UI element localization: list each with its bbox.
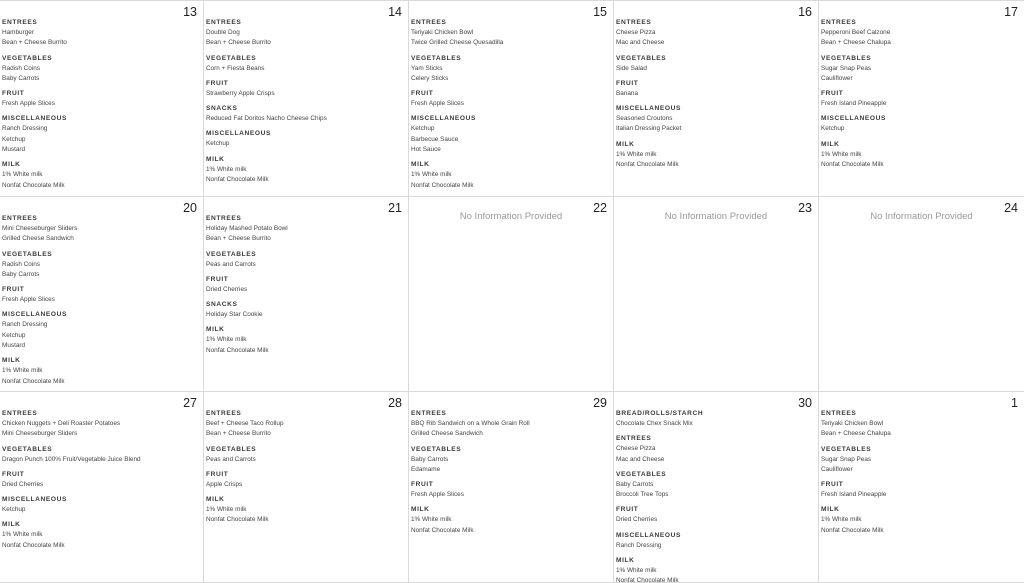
menu-item[interactable]: 1% White milk xyxy=(2,171,43,179)
category-heading: VEGETABLES xyxy=(206,250,257,258)
category-heading: SNACKS xyxy=(206,105,238,113)
day-cell[interactable] xyxy=(409,197,614,392)
menu-item[interactable]: Holiday Star Cookie xyxy=(206,311,263,319)
menu-item[interactable]: 1% White milk xyxy=(616,150,657,158)
menu-item[interactable]: Bean + Cheese Burrito xyxy=(206,39,271,47)
menu-item[interactable]: Fresh Apple Slices xyxy=(411,100,464,108)
day-number: 20 xyxy=(183,201,197,215)
menu-item[interactable]: Sugar Snap Peas xyxy=(821,64,872,72)
day-number: 15 xyxy=(593,5,607,19)
category-heading: MISCELLANEOUS xyxy=(2,496,67,504)
day-number: 1 xyxy=(1011,396,1018,410)
menu-item[interactable]: 1% White milk xyxy=(411,171,452,179)
category-heading: ENTREES xyxy=(206,215,242,222)
menu-item[interactable]: Bean + Cheese Chalupa xyxy=(821,430,891,438)
menu-item[interactable]: Bean + Cheese Burrito xyxy=(206,430,271,438)
menu-item[interactable]: Double Dog xyxy=(206,29,240,36)
menu-item[interactable]: Bean + Cheese Burrito xyxy=(206,235,271,243)
menu-item[interactable]: Cauliflower xyxy=(821,74,853,82)
menu-item[interactable]: Nonfat Chocolate Milk xyxy=(206,516,269,524)
category-heading: MILK xyxy=(2,521,21,529)
category-heading: VEGETABLES xyxy=(2,445,53,453)
category-heading: VEGETABLES xyxy=(616,54,667,62)
category-heading: BREAD/ROLLS/STARCH xyxy=(616,410,704,417)
menu-item[interactable]: Nonfat Chocolate Milk xyxy=(821,161,884,169)
menu-item[interactable]: Nonfat Chocolate Milk xyxy=(206,346,269,354)
category-heading: MISCELLANEOUS xyxy=(206,130,271,138)
menu-item[interactable]: Dragon Punch 100% Fruit/Vegetable Juice Blend xyxy=(2,455,141,463)
category-heading: FRUIT xyxy=(821,481,844,489)
category-heading: VEGETABLES xyxy=(616,470,667,478)
menu-item[interactable]: Ranch Dressing xyxy=(616,541,662,549)
menu-item[interactable]: Seasoned Croutons xyxy=(616,115,673,123)
category-heading: VEGETABLES xyxy=(206,445,257,453)
category-heading: MISCELLANEOUS xyxy=(616,531,681,539)
day-number: 14 xyxy=(388,5,402,19)
menu-item[interactable]: Ketchup xyxy=(821,125,845,133)
category-heading: FRUIT xyxy=(206,275,229,283)
menu-item[interactable]: Dried Cherries xyxy=(206,285,248,293)
category-heading: FRUIT xyxy=(2,470,25,478)
no-information-text: No Information Provided xyxy=(664,211,768,222)
menu-item[interactable]: Ketchup xyxy=(206,140,230,148)
day-number: 30 xyxy=(798,396,812,410)
category-heading: ENTREES xyxy=(616,435,652,443)
menu-item[interactable]: Nonfat Chocolate Milk xyxy=(616,161,679,169)
category-heading: ENTREES xyxy=(411,410,447,417)
category-heading: MISCELLANEOUS xyxy=(821,115,886,123)
menu-item[interactable]: Mustard xyxy=(2,342,26,350)
category-heading: MISCELLANEOUS xyxy=(2,311,67,319)
category-heading: MISCELLANEOUS xyxy=(616,105,681,113)
menu-item[interactable]: Dried Cherries xyxy=(616,516,658,524)
menu-item[interactable]: Chicken Nuggets + Deli Roaster Potatoes xyxy=(2,420,121,427)
menu-item[interactable]: Ranch Dressing xyxy=(2,321,48,329)
menu-item[interactable]: Radish Coins xyxy=(2,64,41,72)
menu-item[interactable]: Bean + Cheese Chalupa xyxy=(821,39,891,47)
day-cell[interactable] xyxy=(0,1,204,197)
menu-item[interactable]: Mac and Cheese xyxy=(616,39,665,47)
menu-item[interactable]: Ranch Dressing xyxy=(2,125,48,133)
category-heading: MILK xyxy=(616,557,635,565)
menu-item[interactable]: Fresh Island Pineapple xyxy=(821,100,887,108)
day-cell[interactable] xyxy=(614,392,819,583)
menu-item[interactable]: Ketchup xyxy=(2,135,26,143)
category-heading: SNACKS xyxy=(206,301,238,309)
day-cell[interactable] xyxy=(409,1,614,197)
menu-item[interactable]: Strawberry Apple Crisps xyxy=(206,89,275,97)
category-heading: ENTREES xyxy=(2,410,38,417)
category-heading: FRUIT xyxy=(821,90,844,98)
menu-item[interactable]: Cauliflower xyxy=(821,465,853,473)
category-heading: ENTREES xyxy=(616,19,652,26)
menu-item[interactable]: Baby Carrots xyxy=(2,270,40,278)
menu-item[interactable]: Side Salad xyxy=(616,64,647,72)
day-number: 16 xyxy=(798,5,812,19)
menu-item[interactable]: Grilled Cheese Sandwich xyxy=(411,430,483,438)
menu-item[interactable]: Teriyaki Chicken Bowl xyxy=(821,420,884,427)
menu-item[interactable]: Hamburger xyxy=(2,29,34,36)
menu-item[interactable]: 1% White milk xyxy=(821,516,862,524)
menu-item[interactable]: Nonfat Chocolate Milk xyxy=(616,577,679,583)
menu-item[interactable]: Ketchup xyxy=(2,331,26,339)
day-number: 27 xyxy=(183,396,197,410)
category-heading: ENTREES xyxy=(411,19,447,26)
menu-item[interactable]: Mini Cheeseburger Sliders xyxy=(2,225,78,232)
menu-item[interactable]: Sugar Snap Peas xyxy=(821,455,872,463)
menu-item[interactable]: 1% White milk xyxy=(821,150,862,158)
menu-item[interactable]: Mini Cheeseburger Sliders xyxy=(2,430,78,438)
menu-item[interactable]: Bean + Cheese Burrito xyxy=(2,39,67,47)
menu-item[interactable]: BBQ Rib Sandwich on a Whole Grain Roll xyxy=(411,420,530,427)
category-heading: MILK xyxy=(2,357,21,365)
menu-item[interactable]: Fresh Apple Slices xyxy=(2,100,55,108)
menu-item[interactable]: Ketchup xyxy=(411,125,435,133)
menu-item[interactable]: Nonfat Chocolate Milk xyxy=(411,181,474,189)
menu-item[interactable]: Reduced Fat Doritos Nacho Cheese Chips xyxy=(206,115,327,123)
menu-item[interactable]: Teriyaki Chicken Bowl xyxy=(411,29,474,36)
day-cell[interactable] xyxy=(819,197,1024,392)
menu-item[interactable]: Nonfat Chocolate Milk xyxy=(2,181,65,189)
category-heading: MILK xyxy=(2,161,21,169)
menu-item[interactable]: Yam Sticks xyxy=(411,64,443,72)
day-cell[interactable] xyxy=(204,197,409,392)
menu-item[interactable]: Ketchup xyxy=(2,506,26,514)
menu-item[interactable]: Pepperoni Beef Calzone xyxy=(821,29,891,36)
category-heading: FRUIT xyxy=(2,286,25,294)
menu-item[interactable]: Cheese Pizza xyxy=(616,29,656,36)
day-number: 21 xyxy=(388,201,402,215)
menu-item[interactable]: Corn + Fiesta Beans xyxy=(206,64,265,72)
day-cell[interactable] xyxy=(819,392,1024,583)
no-information-text: No Information Provided xyxy=(870,211,973,222)
menu-item[interactable]: Radish Coins xyxy=(2,260,41,268)
menu-item[interactable]: Cheese Pizza xyxy=(616,445,656,453)
category-heading: MILK xyxy=(821,140,840,148)
menu-item[interactable]: Banana xyxy=(616,89,639,97)
category-heading: MILK xyxy=(206,155,225,163)
day-cell[interactable] xyxy=(614,197,819,392)
menu-item[interactable]: Mac and Cheese xyxy=(616,455,665,463)
day-cell[interactable] xyxy=(614,1,819,197)
day-cell[interactable] xyxy=(0,392,204,583)
day-cell[interactable] xyxy=(204,392,409,583)
category-heading: FRUIT xyxy=(616,506,639,514)
menu-item[interactable]: Beef + Cheese Taco Rollup xyxy=(206,420,284,427)
no-information-text: No Information Provided xyxy=(459,211,563,222)
menu-item[interactable]: Mustard xyxy=(2,146,26,154)
category-heading: VEGETABLES xyxy=(821,54,872,62)
category-heading: MILK xyxy=(616,140,635,148)
category-heading: FRUIT xyxy=(411,90,434,98)
category-heading: MISCELLANEOUS xyxy=(2,115,67,123)
category-heading: VEGETABLES xyxy=(411,54,462,62)
category-heading: FRUIT xyxy=(206,470,229,478)
menu-item[interactable]: Baby Carrots xyxy=(616,480,654,488)
menu-item[interactable]: Peas and Carrots xyxy=(206,455,256,463)
category-heading: FRUIT xyxy=(206,79,229,87)
category-heading: ENTREES xyxy=(206,19,242,26)
menu-item[interactable]: 1% White milk xyxy=(2,367,43,375)
menu-item[interactable]: Nonfat Chocolate Milk xyxy=(411,526,474,534)
category-heading: ENTREES xyxy=(2,19,38,26)
category-heading: FRUIT xyxy=(411,481,434,489)
category-heading: FRUIT xyxy=(616,79,639,87)
category-heading: VEGETABLES xyxy=(2,54,53,62)
menu-item[interactable]: Chocolate Chex Snack Mix xyxy=(616,420,693,427)
menu-item[interactable]: Celery Sticks xyxy=(411,74,449,82)
menu-item[interactable]: Nonfat Chocolate Milk xyxy=(2,377,65,385)
category-heading: ENTREES xyxy=(821,410,857,417)
menu-item[interactable]: Nonfat Chocolate Milk xyxy=(2,541,65,549)
menu-item[interactable]: Fresh Apple Slices xyxy=(411,491,464,499)
menu-item[interactable]: Nonfat Chocolate Milk xyxy=(206,176,269,184)
category-heading: MILK xyxy=(411,506,430,514)
menu-item[interactable]: 1% White milk xyxy=(206,506,247,514)
day-cell[interactable] xyxy=(204,1,409,197)
menu-item[interactable]: Fresh Apple Slices xyxy=(2,296,55,304)
category-heading: ENTREES xyxy=(206,410,242,417)
menu-item[interactable]: Holiday Mashed Potato Bowl xyxy=(206,225,288,232)
category-heading: MILK xyxy=(206,326,225,334)
menu-item[interactable]: 1% White milk xyxy=(206,165,247,173)
menu-item[interactable]: 1% White milk xyxy=(616,567,657,575)
menu-item[interactable]: Fresh Island Pineapple xyxy=(821,491,887,499)
category-heading: VEGETABLES xyxy=(821,445,872,453)
menu-item[interactable]: Baby Carrots xyxy=(2,74,40,82)
category-heading: MILK xyxy=(206,496,225,504)
category-heading: ENTREES xyxy=(821,19,857,26)
menu-item[interactable]: Baby Carrots xyxy=(411,455,449,463)
menu-item[interactable]: Barbecue Sauce xyxy=(411,135,459,143)
day-number: 24 xyxy=(1004,201,1018,215)
day-number: 28 xyxy=(388,396,402,410)
day-number: 13 xyxy=(183,5,197,19)
menu-item[interactable]: Nonfat Chocolate Milk xyxy=(821,526,884,534)
day-number: 17 xyxy=(1004,5,1018,19)
menu-item[interactable]: 1% White milk xyxy=(411,516,452,524)
day-number: 23 xyxy=(798,201,812,215)
menu-item[interactable]: Broccoli Tree Tops xyxy=(616,491,669,499)
day-number: 22 xyxy=(593,201,607,215)
menu-item[interactable]: Edamame xyxy=(411,465,441,473)
day-cell[interactable] xyxy=(819,1,1024,197)
menu-item[interactable]: Dried Cherries xyxy=(2,480,44,488)
category-heading: VEGETABLES xyxy=(411,445,462,453)
category-heading: ENTREES xyxy=(2,215,38,222)
day-number: 29 xyxy=(593,396,607,410)
menu-item[interactable]: Apple Crisps xyxy=(206,480,243,488)
category-heading: MISCELLANEOUS xyxy=(411,115,476,123)
category-heading: VEGETABLES xyxy=(206,54,257,62)
category-heading: VEGETABLES xyxy=(2,250,53,258)
menu-item[interactable]: Italian Dressing Packet xyxy=(616,125,682,133)
menu-item[interactable]: 1% White milk xyxy=(2,531,43,539)
menu-item[interactable]: Grilled Cheese Sandwich xyxy=(2,235,74,243)
day-cell[interactable] xyxy=(0,197,204,392)
day-cell[interactable] xyxy=(409,392,614,583)
menu-item[interactable]: Hot Sauce xyxy=(411,146,441,154)
category-heading: FRUIT xyxy=(2,90,25,98)
category-heading: MILK xyxy=(411,161,430,169)
menu-item[interactable]: Peas and Carrots xyxy=(206,260,256,268)
menu-item[interactable]: Twice Grilled Cheese Quesadilla xyxy=(411,39,504,47)
category-heading: MILK xyxy=(821,506,840,514)
menu-item[interactable]: 1% White milk xyxy=(206,336,247,344)
